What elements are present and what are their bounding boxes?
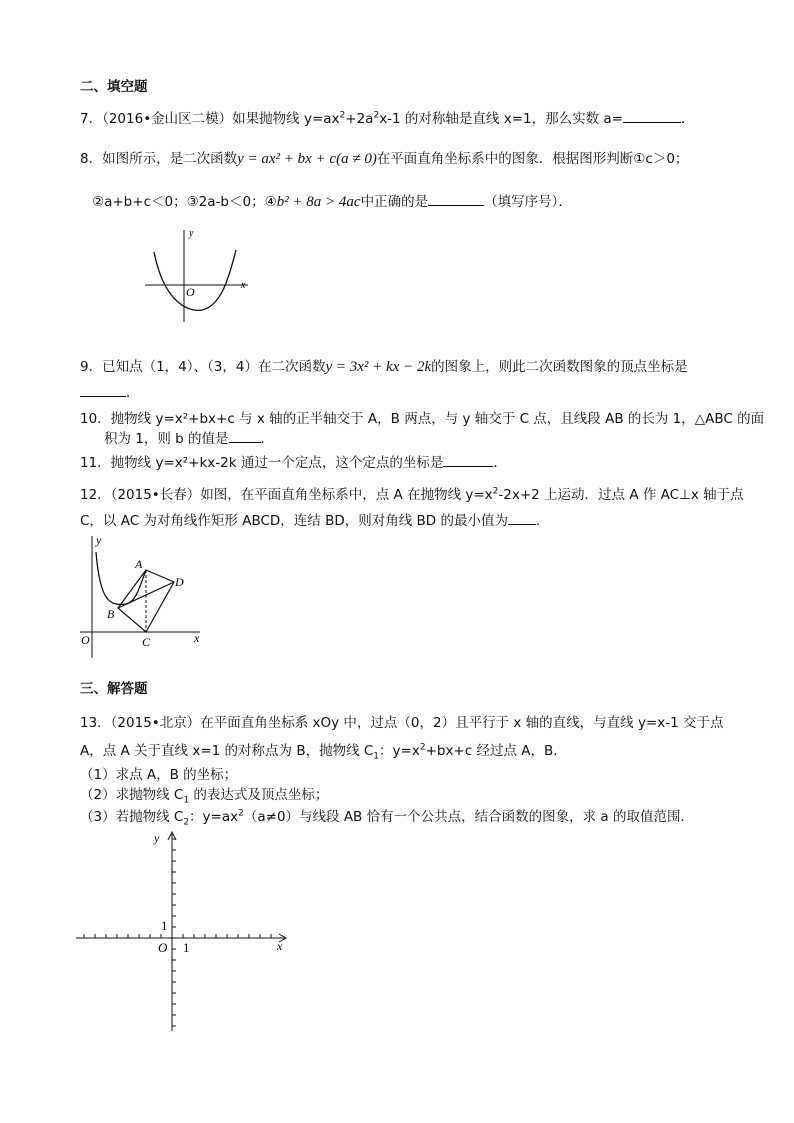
- q13-part3-b: ：y=ax: [189, 809, 239, 825]
- q13-line2-c: +bx+c 经过点 A，B．: [425, 743, 567, 759]
- q13-sub2: 1: [183, 795, 190, 806]
- q10-line2-a: 积为 1，则 b 的值是: [104, 431, 229, 447]
- q13-part3-a: （3）若抛物线 C: [80, 809, 184, 825]
- q13-tick-y-1: 1: [161, 918, 168, 933]
- q8-line2-c: （填写序号）．: [484, 194, 572, 210]
- q12-point-c-label: C: [142, 635, 151, 649]
- q13-origin-label: O: [158, 940, 168, 955]
- q8-line2-a: ②a+b+c＜0；③2a-b＜0；④: [92, 194, 277, 210]
- question-9-line2: [80, 384, 140, 402]
- q9-text-b: 的图象上，则此二次函数图象的顶点坐标是: [431, 359, 688, 375]
- q7-sup1: 2: [339, 110, 346, 121]
- question-13-line2: [80, 742, 567, 760]
- q13-part3-c: （a≠0）与线段 AB 恰有一个公共点，结合函数的图象，求 a 的取值范围．: [243, 809, 694, 825]
- question-13-part1: （1）求点 A，B 的坐标；: [80, 767, 238, 783]
- q8-answer-blank[interactable]: [428, 193, 484, 206]
- q13-x-ticks: [84, 934, 271, 938]
- question-10-line2: [104, 430, 274, 448]
- section-heading-fill-in: 二、填空题: [80, 79, 148, 95]
- q12-sup: 2: [492, 486, 499, 497]
- q12-answer-blank[interactable]: [508, 512, 536, 525]
- q13-y-label: y: [154, 831, 160, 845]
- q7-text-a: （2016•金山区二模）如果抛物线 y=ax: [102, 111, 340, 127]
- q12-rectangle-graph: [78, 530, 208, 660]
- q8-function: y = ax² + bx + c(a ≠ 0): [237, 151, 377, 167]
- q13-sub1: 1: [373, 751, 380, 762]
- q7-number: 7．: [80, 111, 103, 127]
- q8-parabola-graph: [140, 222, 260, 332]
- q7-text-c: x-1 的对称轴是直线 x=1，那么实数 a=: [379, 111, 623, 127]
- q12-point-b-label: B: [107, 607, 115, 621]
- q13-part2-a: （2）求抛物线 C: [80, 787, 184, 803]
- q10-end: ．: [260, 431, 275, 447]
- q12-line1-b: -2x+2 上运动．过点 A 作 AC⊥x 轴于点: [498, 487, 744, 503]
- q10-answer-blank[interactable]: [229, 430, 261, 443]
- q11-text: 11．抛物线 y=x²+kx-2k 通过一个定点，这个定点的坐标是: [80, 455, 444, 471]
- question-13: 13．（2015•北京）在平面直角坐标系 xOy 中，过点（0，2）且平行于 x 轴的直线，与直线 y=x-1 交于点: [80, 715, 724, 731]
- q9-function: y = 3x² + kx − 2k: [325, 359, 432, 375]
- q13-x-label: x: [277, 939, 283, 953]
- q12-point-d-label: D: [175, 575, 184, 589]
- q7-text-b: +2a: [345, 111, 374, 127]
- question-8-line2: [92, 193, 572, 211]
- q8-line2-b: 中正确的是: [360, 194, 429, 210]
- question-13-part2: [80, 786, 328, 804]
- q9-text-a: 9．已知点（1，4）、（3，4）在二次函数: [80, 359, 326, 375]
- q9-end: ．: [126, 385, 140, 401]
- q13-coordinate-grid: [70, 826, 295, 1036]
- question-10: 10．抛物线 y=x²+bx+c 与 x 轴的正半轴交于 A，B 两点，与 y 轴交于 C 点，且线段 AB 的长为 1，△ABC 的面: [80, 411, 765, 427]
- q13-tick-x-1: 1: [183, 940, 190, 955]
- question-12-line2: [80, 512, 550, 530]
- q13-part2-b: 的表达式及顶点坐标；: [189, 787, 329, 803]
- q13-sub3: 2: [183, 817, 190, 828]
- q8-inequality: b² + 8a > 4ac: [276, 194, 361, 210]
- q11-answer-blank[interactable]: [443, 454, 493, 467]
- q12-line1-a: 12．（2015•长春）如图，在平面直角坐标系中，点 A 在抛物线 y=x: [80, 487, 493, 503]
- q12-end: ．: [536, 513, 550, 529]
- q12-x-label: x: [194, 631, 200, 645]
- q13-sup1: 2: [419, 742, 426, 753]
- q13-sup3: 2: [238, 808, 244, 819]
- q8-parabola-curve: [154, 250, 236, 310]
- q12-point-a-label: A: [135, 557, 143, 571]
- question-8: [80, 150, 688, 168]
- q13-line2-b: ：y=x: [379, 743, 420, 759]
- q12-origin-label: O: [81, 633, 90, 647]
- question-12: [80, 486, 744, 504]
- q7-end: ．: [681, 111, 695, 127]
- q12-y-label: y: [96, 533, 102, 547]
- q8-y-label: y: [189, 228, 194, 239]
- q8-text-a: 8．如图所示，是二次函数: [80, 151, 238, 167]
- q8-text-b: 在平面直角坐标系中的图象．根据图形判断①c＞0；: [376, 151, 689, 167]
- q8-origin-label: O: [186, 285, 195, 299]
- q7-answer-blank[interactable]: [623, 110, 681, 123]
- q13-line2-a: A，点 A 关于直线 x=1 的对称点为 B，抛物线 C: [80, 743, 374, 759]
- question-7: [80, 110, 695, 128]
- section-heading-solutions: 三、解答题: [80, 681, 148, 697]
- q8-x-label: x: [241, 280, 246, 291]
- question-9: [80, 358, 688, 376]
- q11-end: ．: [493, 455, 507, 471]
- q12-line2-a: C，以 AC 为对角线作矩形 ABCD，连结 BD，则对角线 BD 的最小值为: [80, 513, 508, 529]
- q13-y-ticks: [172, 839, 176, 1026]
- q7-sup2: 2: [373, 110, 380, 121]
- question-13-part3: [80, 808, 694, 826]
- question-11: [80, 454, 507, 472]
- q9-answer-blank[interactable]: [80, 384, 126, 397]
